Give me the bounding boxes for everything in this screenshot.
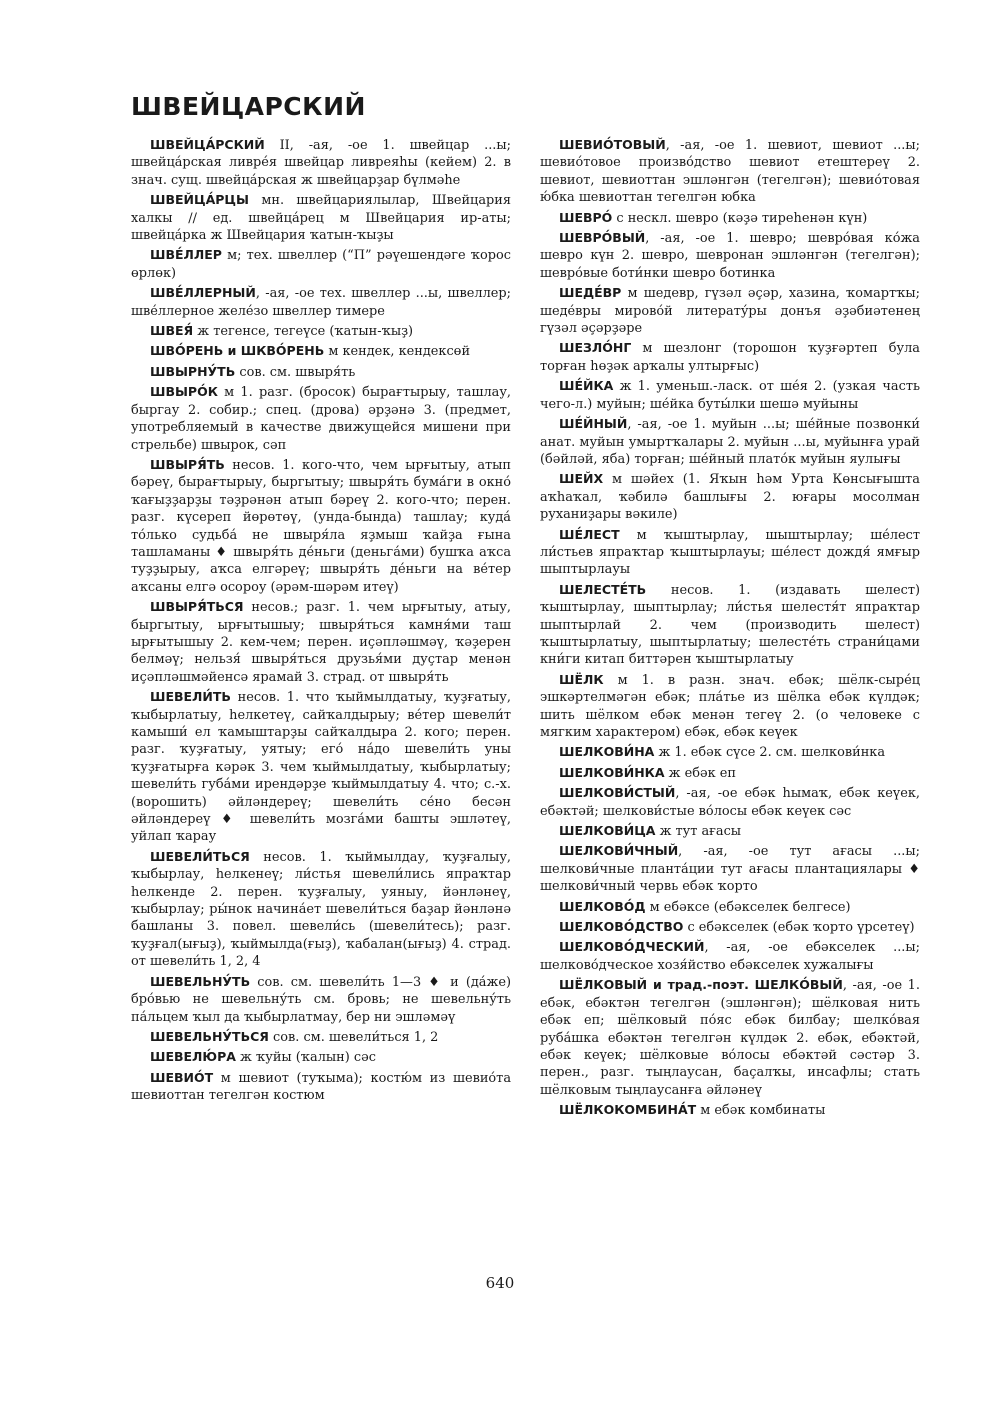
entry-text: м ебәк комбинаты (696, 1103, 826, 1119)
entry-headword: ШЕЛКОВИ́ЦА (559, 823, 656, 839)
dictionary-entry (540, 339, 920, 375)
entry-text: с нескл. шевро (кәҙә тиреһенән күн) (612, 210, 868, 226)
entry-text: м ебәксе (ебәкселек белгесе) (645, 899, 851, 915)
entry-text: м ҡыштырлау, шыштырлау; ше́лест ли́стьев япраҡтар ҡыштырлауы; ше́лест дождя́ ямғыр шыптырлауы (540, 527, 920, 578)
entry-headword: ШЕЛКОВО́ДСТВО (559, 919, 684, 935)
dictionary-entry (540, 229, 920, 282)
entry-text: несов. 1. что ҡыймылдатыу, ҡуҙғатыу, ҡыбырлатыу, һелкетеү, сайҡалдырыу; ве́тер шевели́т камыши́ ел ҡамыштарҙы сайҡалдыра 2. кого; перен. разг. ҡуҙғатыу, уятыу; его́ на́до шевели́ть уны ҡуҙғатырға кәрәк 3. чем ҡыймылдатыу, ҡыбырлатыу; шевели́ть губа́ми ирендәрҙе ҡыймылдатыу 4. что; с.-х. (ворошить) әйләндереү; шевели́ть се́но бесән әйләндереү ♦ шевели́ть мозга́ми башты эшләтеү, уйлап ҡарау (131, 690, 511, 845)
entry-text: несов.; разг. 1. чем ырғытыу, атыу, быргытыу, ырғытышыу; швыря́ться камня́ми таш ырғытышыу 2. кем-чем; перен. иҫәпләшмәү, ҡәҙерен белмәү; нельзя́ швыря́ться друзья́ми дуҫтар менән иҫәпләшмәйенсә ярамай 3. страд. от швыря́ть (131, 600, 511, 685)
dictionary-entry (131, 688, 511, 846)
dictionary-entry (131, 284, 511, 320)
dictionary-entry (540, 284, 920, 337)
entry-headword: ШВЕЙЦА́РЦЫ (150, 192, 249, 208)
entry-text: , -ая, -ое 1. шевро; шевро́вая ко́жа шевро күн 2. шевро, шевронан эшләнгән (тегелгән); шевро́вые боти́нки шевро ботинка (540, 231, 920, 281)
entry-text: , -ая, -ое ебәк һымаҡ, ебәк кеүек, ебәктәй; шелкови́стые во́лосы ебәк кеүек сәс (540, 786, 920, 819)
dictionary-entry (131, 363, 511, 381)
entry-headword: ШЕВРО́ (559, 209, 613, 225)
dictionary-entry (540, 671, 920, 742)
entry-headword: ШЕВЕЛЮ́РА (150, 1049, 236, 1065)
entry-text: , -ая, -ое 1. шевиот, шевиот ...ы; шевио́товое произво́дство шевиот етештереү 2. шевиот, шевиоттан эшләнгән (тегелгән); шевио́товая ю́бка шевиоттан тегелгән юбка (540, 138, 920, 206)
dictionary-entry (131, 342, 511, 360)
entry-headword: ШЁЛК (559, 671, 604, 687)
entry-text: ж тут ағасы (655, 824, 742, 840)
entry-headword: ШВЫРЯ́ТЬ (150, 456, 225, 472)
entry-headword: ШВО́РЕНЬ и ШКВО́РЕНЬ (150, 343, 325, 359)
entry-headword: ШЕЛКОВИ́ЧНЫЙ (559, 843, 679, 859)
entry-headword: ШЕЛКОВИ́СТЫЙ (559, 785, 676, 801)
entry-headword: ШВЫРНУ́ТЬ (150, 363, 236, 379)
page-number: 640 (485, 1274, 515, 1292)
entry-text: несов. 1. (издавать шелест) ҡыштырлау, шыптырлау; ли́стья шелестя́т япраҡтар шыптырлай 2. чем (производить шелест) ҡыштырлатыу, шыптырлатыу; шелесте́ть страни́цами кни́ги китап биттәрен ҡыштырлатыу (540, 582, 920, 668)
running-head: ШВЕЙЦАРСКИЙ (131, 92, 366, 121)
dictionary-entry (131, 1028, 511, 1046)
entry-text: ж тегенсе, тегеүсе (ҡатын-ҡыҙ) (193, 324, 414, 340)
dictionary-entry (540, 1101, 920, 1119)
right-column (540, 136, 920, 1122)
entry-headword: ШЕ́ЙНЫЙ (559, 416, 628, 432)
entry-headword: ШЕДЕ́ВР (559, 285, 622, 301)
dictionary-entry (540, 918, 920, 936)
dictionary-entry (131, 383, 511, 454)
dictionary-entry (540, 898, 920, 916)
left-column (131, 136, 511, 1107)
entry-headword: ШЕВИО́ТОВЫЙ (559, 137, 666, 152)
dictionary-entry (540, 842, 920, 895)
entry-headword: ШВЕ́ЛЛЕР (150, 247, 222, 263)
entry-text: ж ебәк еп (664, 765, 737, 781)
entry-text: м 1. разг. (бросок) бырағтырыу, ташлау, быргау 2. собир.; спец. (дрова) әрҙәнә 3. (предмет, употребляемый в качестве движущейся мишени при стрельбе) швырок, сәп (131, 385, 511, 453)
dictionary-entry (540, 938, 920, 974)
dictionary-entry (540, 822, 920, 840)
entry-text: ж 1. уменьш.-ласк. от ше́я 2. (узкая часть чего-л.) муйын; ше́йка буты́лки шешә муйыны (540, 379, 920, 412)
dictionary-entry (540, 764, 920, 782)
dictionary-entry (540, 470, 920, 523)
dictionary-entry (131, 848, 511, 971)
dictionary-entry (540, 136, 920, 207)
entry-text: II, -ая, -ое 1. швейцар ...ы; швейца́рская ливре́я швейцар ливреяһы (кейем) 2. в знач. сущ. швейца́рская ж швейцарҙар бүлмәһе (131, 138, 511, 188)
dictionary-entry (540, 581, 920, 669)
dictionary-entry (131, 1069, 511, 1105)
entry-headword: ШЕ́ЛЕСТ (559, 526, 620, 542)
entry-text: м шезлонг (торошон ҡуҙғәртеп була торған һөҙәк арҡалы ултырғыс) (540, 341, 920, 374)
entry-headword: ШВЕ́ЛЛЕРНЫЙ (150, 285, 256, 301)
entry-text: несов. 1. ҡыймылдау, ҡуҙғалыу, ҡыбырлау, һелкенеү; ли́стья шевели́лись япраҡтар һелкенде 2. перен. ҡуҙғалыу, уяныу, йәнләнеү, ҡыбырлау; ры́нок начина́ет шевели́ться баҙар йәнләнә башланы 3. повел. шевели́сь (шевели́тесь); разг. ҡуҙғал(ығыҙ), ҡыймылда(ғыҙ), ҡабалан(ығыҙ) 4. страд. от шевели́ть 1, 2, 4 (131, 849, 511, 970)
entry-text: м кендек, кендексөй (324, 344, 471, 360)
dictionary-entry (131, 1048, 511, 1066)
entry-headword: ШВЕЯ́ (150, 323, 194, 339)
dictionary-entry (540, 377, 920, 413)
entry-text: сов. см. швыря́ть (235, 364, 356, 380)
entry-text: , -ая, -ое тут ағасы ...ы; шелкови́чные планта́ции тут ағасы плантациялары ♦ шелкови́чный червь ебәк ҡорто (540, 844, 920, 895)
dictionary-entry (540, 743, 920, 761)
entry-text: м шәйех (1. Яҡын һәм Урта Көнсығышта аҡһаҡал, ҡәбилә башлығы 2. юғары мосолман руханиҙары вәкиле) (540, 472, 920, 523)
entry-text: ж 1. ебәк сүсе 2. см. шелкови́нка (654, 745, 886, 761)
entry-headword: ШЕВИО́Т (150, 1069, 214, 1085)
entry-headword: ШЕВЕЛИ́ТЬСЯ (150, 848, 250, 864)
dictionary-entry (540, 209, 920, 227)
entry-headword: ШЕЛЕСТЕ́ТЬ (559, 581, 647, 597)
dictionary-entry (131, 598, 511, 686)
entry-headword: ШЕЛКОВО́Д (559, 898, 646, 914)
dictionary-entry (131, 456, 511, 596)
entry-headword: ШЕВЕЛИ́ТЬ (150, 689, 231, 705)
entry-headword: ШВЫРЯ́ТЬСЯ (150, 599, 244, 615)
entry-headword: ШЕВЕЛЬНУ́ТЬСЯ (150, 1028, 269, 1044)
entry-headword: ШЕЙХ (559, 471, 604, 487)
entry-text: м; тех. швеллер (“П” рәүешендәге ҡорос өрлөк) (131, 248, 511, 281)
entry-text: сов. см. шевели́ться 1, 2 (268, 1029, 439, 1045)
entry-headword: ШЕ́ЙКА (559, 378, 614, 394)
entry-headword: ШВЫРО́К (150, 384, 218, 400)
dictionary-entry (131, 136, 511, 189)
entry-text: сов. см. шевели́ть 1—3 ♦ и (да́же) бро́вью не шевельну́ть см. бровь; не шевельну́ть па́льцем ҡыл да ҡыбырлатмау, бер ни эшләмәү (131, 974, 511, 1025)
dictionary-entry (131, 322, 511, 340)
dictionary-entry (540, 415, 920, 468)
entry-text: ж ҡуйы (ҡалын) сәс (235, 1050, 376, 1066)
entry-text: м 1. в разн. знач. ебәк; шёлк-сыре́ц эшкәртелмәгән ебәк; пла́тье из шёлка ебәк күлдәк; шить шёлком ебәк менән тегеү 2. (о человеке с мягким характером) ебәк, ебәк кеүек (540, 672, 920, 740)
entry-headword: ШЕЛКОВИ́НА (559, 744, 655, 760)
entry-headword: ШЁЛКОКОМБИНА́Т (559, 1102, 697, 1118)
entry-headword: ШЕЛКОВО́ДЧЕСКИЙ (559, 939, 705, 955)
entry-text: , -ая, -ое ебәкселек ...ы; шелково́дческое хозя́йство ебәкселек хужалығы (540, 940, 920, 973)
entry-headword: ШЕВЕЛЬНУ́ТЬ (150, 973, 251, 989)
entry-headword: ШЕЗЛО́НГ (559, 340, 632, 356)
entry-headword: ШВЕЙЦА́РСКИЙ (150, 137, 265, 152)
entry-text: , -ая, -ое тех. швеллер ...ы, швеллер; шве́ллерное желе́зо швеллер тимере (131, 286, 511, 319)
dictionary-entry (131, 973, 511, 1026)
entry-text: м шедевр, гүзәл әҫәр, хазина, ҡомартҡы; шеде́вры мирово́й литерату́ры донъя әҙәбиәтенең гүзәл әҫәрҙәре (540, 286, 920, 337)
dictionary-entry (131, 246, 511, 282)
entry-text: , -ая, -ое 1. муйын ...ы; ше́йные позвонки́ анат. муйын умыртҡалары 2. муйын ...ы, муйынға урай (бәйләй, яба) торған; ше́йный плато́к муйын яулығы (540, 417, 920, 467)
entry-text: , -ая, -ое 1. ебәк, ебәктән тегелгән (эшләнгән); шёлковая нить ебәк еп; шёлковый по́яс ебәк билбау; шелко́вая руба́шка ебәктән тегелгән күлдәк 2. ебәк, ебәктәй, ебәк кеүек; шёлковые во́лосы ебәктәй сәстәр 3. перен., разг. тыңлаусан, баҫалҡы, инсафлы; стать шёлковым тыңлаусанға әйләнеү (540, 978, 920, 1098)
entry-headword: ШЕЛКОВИ́НКА (559, 764, 665, 780)
entry-text: с ебәкселек (ебәк ҡорто үрсетеү) (683, 920, 915, 936)
entry-headword: ШЁЛКОВЫЙ и трад.-поэт. ШЕЛКО́ВЫЙ (559, 977, 843, 993)
entry-headword: ШЕВРО́ВЫЙ (559, 230, 646, 246)
entry-text: несов. 1. кого-что, чем ырғытыу, атып бәреү, бырағтырыу, быргытыу; швыря́ть бума́ги в окно́ ҡағыҙҙарҙы тәҙрәнән атып бәреү 2. кого-что; перен. разг. күсереп йөрөтөү, (унда-бында) ташлау; куда́ то́лько судьба́ не швыря́ла яҙмыш ҡайҙа ғына ташламаны ♦ швыря́ть де́ньги (деньга́ми) бушҡа аҡса туҙҙырыу, аҡса елгәреү; швыря́ть де́ньги на ве́тер аҡсаны елгә осороу (әрәм-шәрәм итеү) (131, 457, 511, 595)
entry-text: мн. швейцариялылар, Швейцария халкы // ед. швейца́рец м Швейцария ир-аты; швейца́рка ж Швейцария ҡатын-ҡыҙы (131, 193, 511, 244)
dictionary-entry (131, 191, 511, 244)
entry-text: м шевиот (туҡыма); костю́м из шевио́та шевиоттан тегелгән костюм (131, 1070, 511, 1104)
dictionary-entry (540, 784, 920, 820)
dictionary-entry (540, 976, 920, 1099)
dictionary-entry (540, 526, 920, 579)
